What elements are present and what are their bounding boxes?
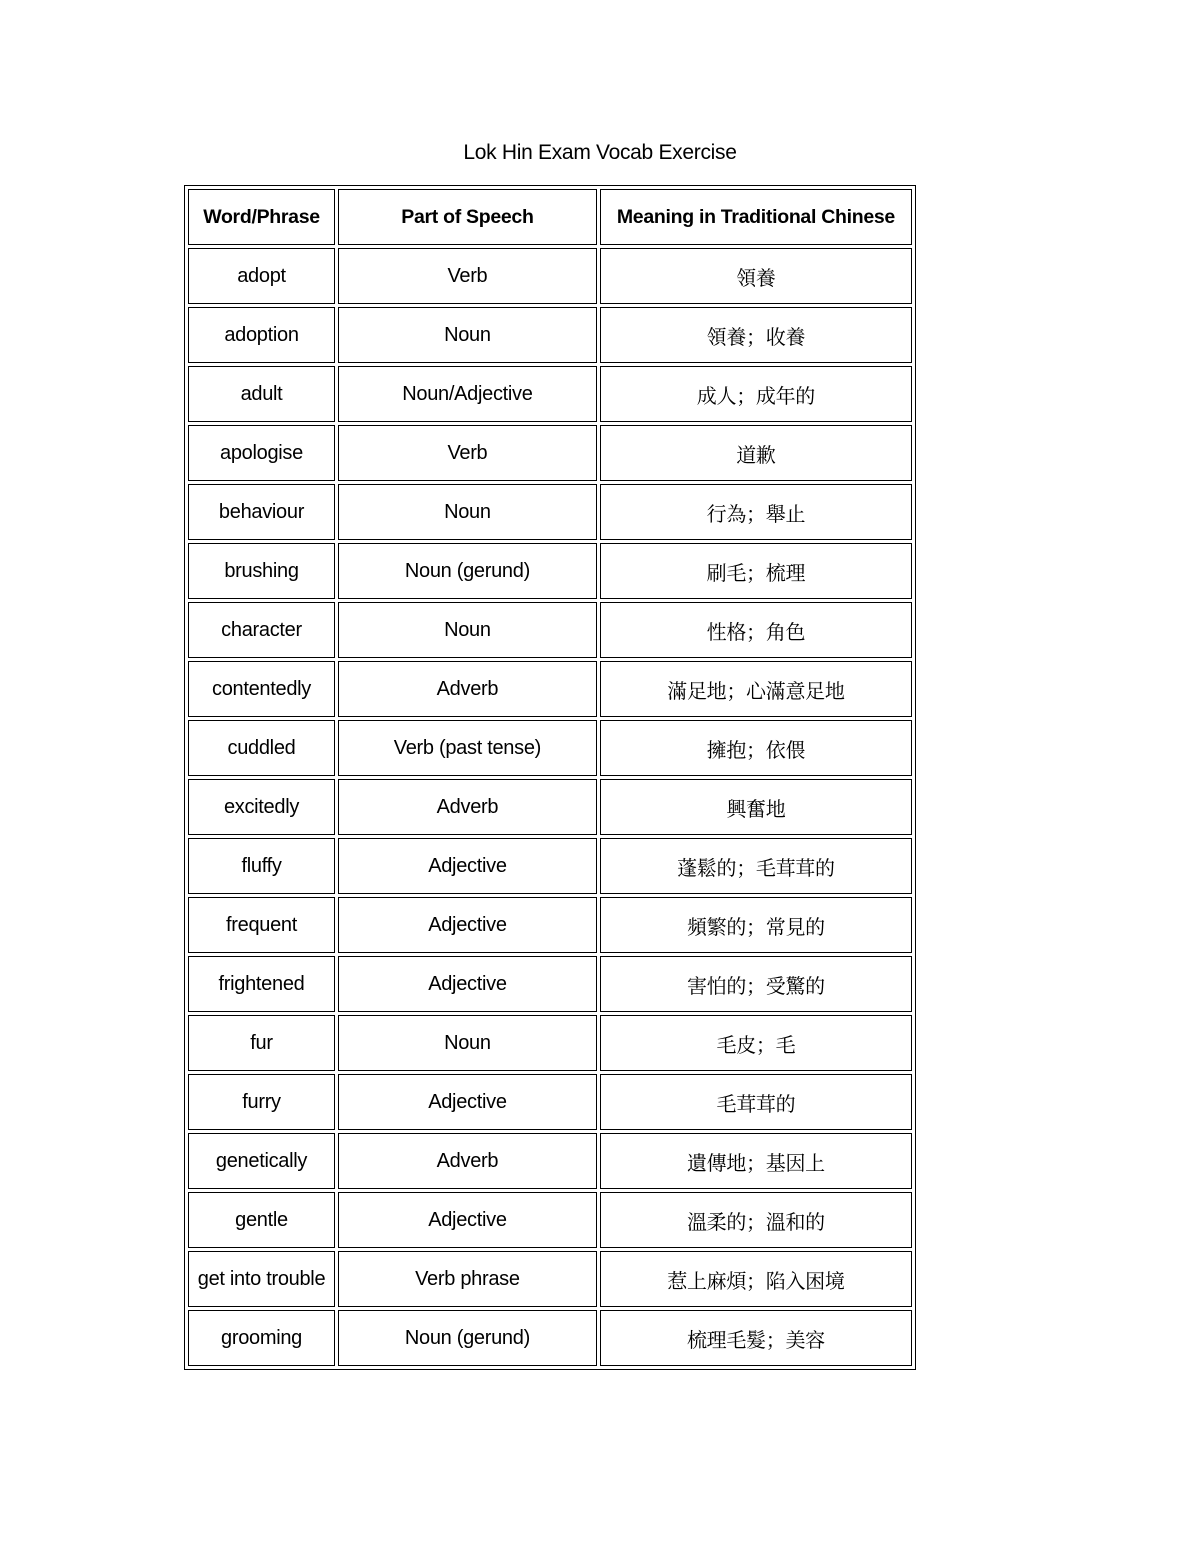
meaning-cell: 道歉 [600,425,912,481]
table-row [188,720,912,776]
word-cell: behaviour [188,484,335,540]
meaning-cell: 滿足地；心滿意足地 [600,661,912,717]
word-cell: grooming [188,1310,335,1366]
table-row [188,838,912,894]
table-row [188,956,912,1012]
part-of-speech-cell: Adjective [338,956,597,1012]
meaning-cell: 毛茸茸的 [600,1074,912,1130]
meaning-cell: 蓬鬆的；毛茸茸的 [600,838,912,894]
vocab-table [184,185,916,1370]
word-cell: furry [188,1074,335,1130]
table-row [188,307,912,363]
table-body [188,248,912,1366]
meaning-cell: 頻繁的；常見的 [600,897,912,953]
table-header-row [188,189,912,245]
table-row [188,779,912,835]
table-row [188,1192,912,1248]
part-of-speech-cell: Adverb [338,661,597,717]
table-row [188,1251,912,1307]
part-of-speech-cell: Verb [338,248,597,304]
meaning-cell: 性格；角色 [600,602,912,658]
table-row [188,484,912,540]
meaning-cell: 害怕的；受驚的 [600,956,912,1012]
table-row [188,1074,912,1130]
part-of-speech-cell: Verb phrase [338,1251,597,1307]
table-row [188,248,912,304]
meaning-cell: 惹上麻煩；陷入困境 [600,1251,912,1307]
meaning-cell: 領養 [600,248,912,304]
word-cell: genetically [188,1133,335,1189]
part-of-speech-cell: Noun [338,602,597,658]
table-row [188,1015,912,1071]
meaning-cell: 遺傳地；基因上 [600,1133,912,1189]
part-of-speech-cell: Noun [338,1015,597,1071]
word-cell: gentle [188,1192,335,1248]
document-title: Lok Hin Exam Vocab Exercise [463,141,737,164]
word-cell: cuddled [188,720,335,776]
table-row [188,1310,912,1366]
table-row [188,602,912,658]
word-cell: frightened [188,956,335,1012]
table-row [188,661,912,717]
word-cell: apologise [188,425,335,481]
word-cell: contentedly [188,661,335,717]
word-cell: character [188,602,335,658]
table-row [188,543,912,599]
meaning-cell: 梳理毛髮；美容 [600,1310,912,1366]
meaning-cell: 興奮地 [600,779,912,835]
word-cell: excitedly [188,779,335,835]
table-row [188,366,912,422]
part-of-speech-cell: Adjective [338,838,597,894]
table-row [188,897,912,953]
header-word-phrase: Word/Phrase [188,189,335,245]
part-of-speech-cell: Adverb [338,1133,597,1189]
word-cell: fur [188,1015,335,1071]
part-of-speech-cell: Noun/Adjective [338,366,597,422]
part-of-speech-cell: Noun (gerund) [338,1310,597,1366]
word-cell: frequent [188,897,335,953]
part-of-speech-cell: Adjective [338,1192,597,1248]
table-row [188,1133,912,1189]
meaning-cell: 溫柔的；溫和的 [600,1192,912,1248]
meaning-cell: 刷毛；梳理 [600,543,912,599]
part-of-speech-cell: Noun [338,307,597,363]
word-cell: fluffy [188,838,335,894]
table-row [188,425,912,481]
word-cell: brushing [188,543,335,599]
meaning-cell: 成人；成年的 [600,366,912,422]
word-cell: adult [188,366,335,422]
part-of-speech-cell: Noun (gerund) [338,543,597,599]
part-of-speech-cell: Adjective [338,1074,597,1130]
part-of-speech-cell: Adverb [338,779,597,835]
word-cell: get into trouble [188,1251,335,1307]
part-of-speech-cell: Verb (past tense) [338,720,597,776]
part-of-speech-cell: Verb [338,425,597,481]
meaning-cell: 行為；舉止 [600,484,912,540]
meaning-cell: 毛皮；毛 [600,1015,912,1071]
word-cell: adopt [188,248,335,304]
meaning-cell: 擁抱；依偎 [600,720,912,776]
header-part-of-speech: Part of Speech [338,189,597,245]
word-cell: adoption [188,307,335,363]
header-meaning: Meaning in Traditional Chinese [600,189,912,245]
part-of-speech-cell: Noun [338,484,597,540]
part-of-speech-cell: Adjective [338,897,597,953]
meaning-cell: 領養；收養 [600,307,912,363]
